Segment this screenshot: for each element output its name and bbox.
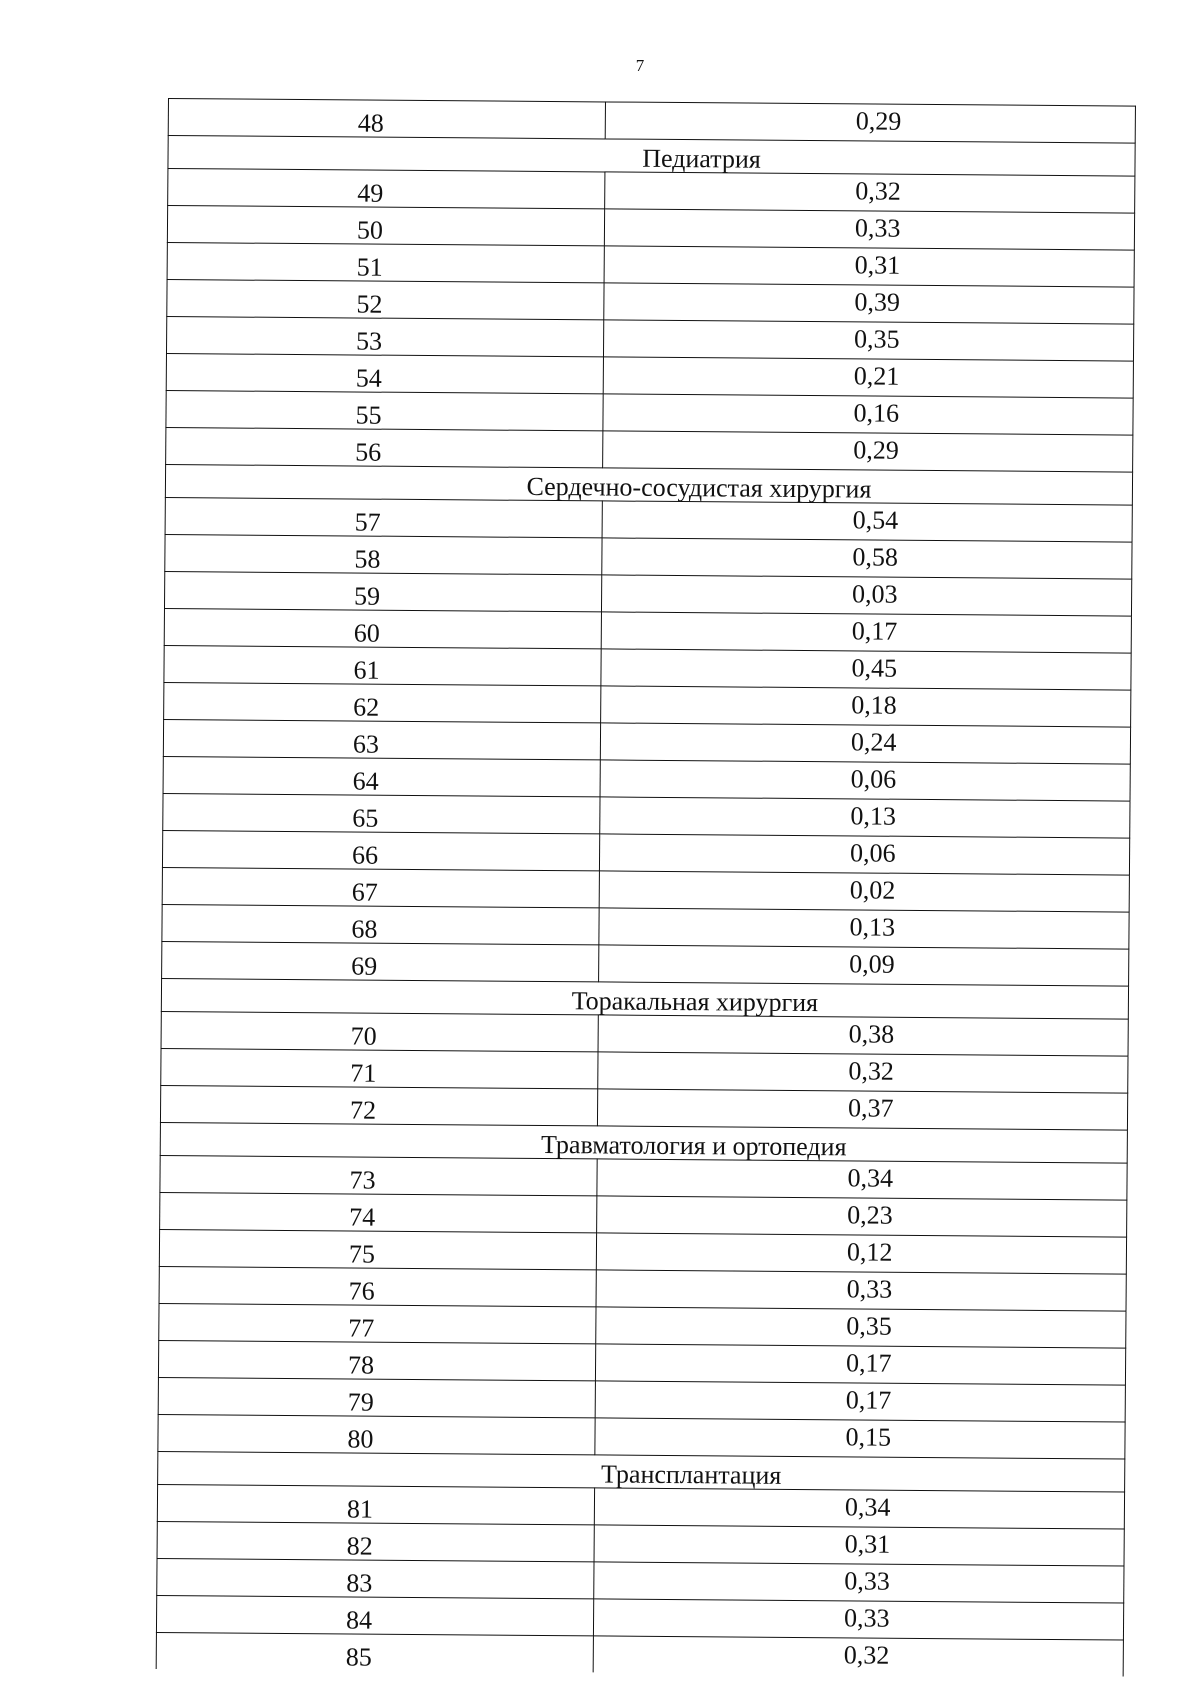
coefficient-value-cell: 0,33 — [604, 209, 1134, 250]
coefficient-value-cell: 0,15 — [595, 1418, 1125, 1459]
coefficient-value-cell: 0,09 — [599, 945, 1129, 986]
row-number-cell: 61 — [164, 645, 601, 685]
row-number-cell: 73 — [160, 1155, 597, 1195]
coefficient-value-cell: 0,23 — [597, 1196, 1127, 1237]
section-title: Трансплантация — [158, 1451, 1125, 1492]
coefficient-value-cell: 0,35 — [596, 1307, 1126, 1348]
row-number-cell: 51 — [167, 242, 604, 282]
row-number-cell: 64 — [163, 756, 600, 796]
coefficient-value-cell: 0,54 — [602, 501, 1132, 542]
section-title: Педиатрия — [168, 136, 1135, 177]
row-number-cell: 60 — [164, 608, 601, 648]
row-number-cell: 74 — [160, 1192, 597, 1232]
section-title: Травматология и ортопедия — [160, 1122, 1127, 1163]
row-number-cell: 50 — [167, 206, 604, 246]
coefficient-value-cell: 0,34 — [594, 1488, 1124, 1529]
coefficient-value-cell: 0,24 — [600, 723, 1130, 764]
coefficient-value-cell: 0,29 — [605, 102, 1135, 143]
row-number-cell: 77 — [159, 1303, 596, 1343]
coefficient-value-cell: 0,13 — [599, 908, 1129, 949]
coefficient-value-cell: 0,31 — [604, 246, 1134, 287]
row-number-cell: 56 — [166, 427, 603, 467]
row-number-cell: 66 — [162, 830, 599, 870]
row-number-cell: 55 — [166, 390, 603, 430]
row-number-cell: 81 — [157, 1484, 594, 1524]
coefficient-value-cell: 0,33 — [596, 1270, 1126, 1311]
coefficients-table — [156, 98, 1136, 1677]
row-number-cell: 83 — [157, 1558, 594, 1598]
row-number-cell: 49 — [168, 169, 605, 209]
coefficient-value-cell: 0,45 — [601, 649, 1131, 690]
page-number: 7 — [635, 56, 645, 75]
coefficient-value-cell: 0,33 — [593, 1599, 1123, 1640]
row-number-cell: 48 — [168, 99, 605, 139]
coefficient-value-cell: 0,06 — [599, 834, 1129, 875]
coefficient-value-cell: 0,32 — [593, 1636, 1123, 1677]
coefficient-value-cell: 0,33 — [594, 1562, 1124, 1603]
coefficient-value-cell: 0,32 — [598, 1052, 1128, 1093]
row-number-cell: 85 — [156, 1632, 593, 1672]
row-number-cell: 75 — [159, 1229, 596, 1269]
coefficient-value-cell: 0,17 — [595, 1381, 1125, 1422]
coefficients-table-wrapper — [156, 98, 1136, 1677]
row-number-cell: 59 — [164, 571, 601, 611]
table-body — [156, 99, 1135, 1677]
row-number-cell: 70 — [161, 1011, 598, 1051]
row-number-cell: 62 — [164, 682, 601, 722]
coefficient-value-cell: 0,17 — [601, 612, 1131, 653]
coefficient-value-cell: 0,58 — [602, 538, 1132, 579]
row-number-cell: 71 — [161, 1048, 598, 1088]
row-number-cell: 79 — [158, 1377, 595, 1417]
table-row — [156, 1632, 1123, 1676]
row-number-cell: 76 — [159, 1266, 596, 1306]
row-number-cell: 57 — [165, 497, 602, 537]
row-number-cell: 63 — [163, 719, 600, 759]
coefficient-value-cell: 0,34 — [597, 1159, 1127, 1200]
coefficient-value-cell: 0,31 — [594, 1525, 1124, 1566]
coefficient-value-cell: 0,16 — [603, 394, 1133, 435]
coefficient-value-cell: 0,37 — [597, 1089, 1127, 1130]
row-number-cell: 67 — [162, 867, 599, 907]
coefficient-value-cell: 0,32 — [605, 172, 1135, 213]
row-number-cell: 53 — [166, 316, 603, 356]
coefficient-value-cell: 0,12 — [596, 1233, 1126, 1274]
coefficient-value-cell: 0,17 — [595, 1344, 1125, 1385]
coefficient-value-cell: 0,06 — [600, 760, 1130, 801]
coefficient-value-cell: 0,18 — [601, 686, 1131, 727]
row-number-cell: 54 — [166, 353, 603, 393]
row-number-cell: 84 — [156, 1595, 593, 1635]
coefficient-value-cell: 0,13 — [600, 797, 1130, 838]
section-title: Торакальная хирургия — [161, 978, 1128, 1019]
coefficient-value-cell: 0,39 — [604, 283, 1134, 324]
coefficient-value-cell: 0,02 — [599, 871, 1129, 912]
coefficient-value-cell: 0,21 — [603, 357, 1133, 398]
row-number-cell: 80 — [158, 1414, 595, 1454]
coefficient-value-cell: 0,03 — [601, 575, 1131, 616]
section-title: Сердечно-сосудистая хирургия — [165, 464, 1132, 505]
row-number-cell: 68 — [162, 904, 599, 944]
row-number-cell: 78 — [158, 1340, 595, 1380]
row-number-cell: 82 — [157, 1521, 594, 1561]
coefficient-value-cell: 0,29 — [603, 431, 1133, 472]
row-number-cell: 65 — [163, 793, 600, 833]
row-number-cell: 69 — [162, 941, 599, 981]
coefficient-value-cell: 0,35 — [603, 320, 1133, 361]
coefficient-value-cell: 0,38 — [598, 1015, 1128, 1056]
row-number-cell: 52 — [167, 279, 604, 319]
row-number-cell: 72 — [160, 1085, 597, 1125]
row-number-cell: 58 — [165, 534, 602, 574]
